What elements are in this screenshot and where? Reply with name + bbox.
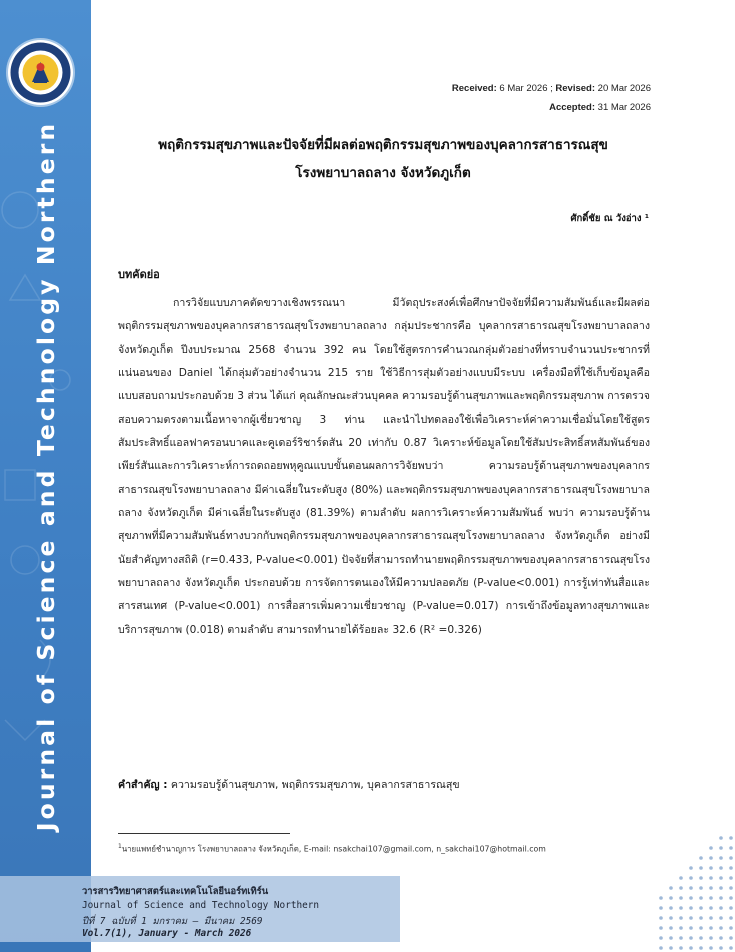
pattern-dot xyxy=(719,886,723,890)
pattern-dot xyxy=(679,906,683,910)
pattern-dot xyxy=(689,886,693,890)
paper-title-line1: พฤติกรรมสุขภาพและปัจจัยที่มีผลต่อพฤติกรรมสุขภาพของบุคลากรสาธารณสุข xyxy=(158,137,608,153)
received-value: 6 Mar 2026 xyxy=(499,83,548,94)
pattern-dot xyxy=(719,896,723,900)
pattern-dot xyxy=(679,876,683,880)
footer-issue-english: Vol.7(1), January - March 2026 xyxy=(82,928,252,939)
pattern-dot xyxy=(709,876,713,880)
pattern-dot xyxy=(699,906,703,910)
pattern-dot xyxy=(659,916,663,920)
pattern-dot xyxy=(709,846,713,850)
pattern-dot xyxy=(709,886,713,890)
pattern-dot xyxy=(719,936,723,940)
pattern-dot xyxy=(669,896,673,900)
pattern-dot xyxy=(679,936,683,940)
pattern-dot xyxy=(669,906,673,910)
pattern-dot xyxy=(659,906,663,910)
pattern-dot xyxy=(729,846,733,850)
pattern-dot xyxy=(679,946,683,950)
keywords-label: คำสำคัญ : xyxy=(118,779,168,791)
pattern-dot xyxy=(729,926,733,930)
revised-label: Revised: xyxy=(555,83,596,94)
pattern-dot xyxy=(689,916,693,920)
pattern-dot xyxy=(729,866,733,870)
pattern-dot xyxy=(729,936,733,940)
pattern-dot xyxy=(669,916,673,920)
pattern-dot xyxy=(729,946,733,950)
pattern-dot xyxy=(699,946,703,950)
pattern-dot xyxy=(699,876,703,880)
abstract-paragraph: การวิจัยแบบภาคตัดขวางเชิงพรรณนา มีวัตถุประสงค์เพื่อศึกษาปัจจัยที่มีความสัมพันธ์และมีผลต่อพฤติกรรมสุขภาพของบุคลากรสาธารณสุขโรงพยาบาลถลาง กลุ่มประชากรคือ บุคลากรสาธารณสุขโรงพยาบาลถลาง จังหวัดภูเก็ต ปีงบประมาณ 2568 จำนวน 392 คน โดยใช้สูตรการคำนวณกลุ่มตัวอย่างที่ทราบจำนวนประชากรที่แน่นอนของ Daniel ได้กลุ่มตัวอย่างจำนวน 215 ราย ใช้วิธีการสุ่มตัวอย่างแบบมีระบบ เครื่องมือที่ใช้เก็บข้อมูลคือ แบบสอบถามประกอบด้วย 3 ส่วน ได้แก่ คุณลักษณะส่วนบุคคล ความรอบรู้ด้านสุขภาพและพฤติกรรมสุขภาพ การตรวจสอบความตรงตามเนื้อหาจากผู้เชี่ยวชาญ 3 ท่าน และนำไปทดลองใช้เพื่อวิเคราะห์ค่าความเชื่อมั่นโดยใช้สูตรสัมประสิทธิ์แอลฟาครอนบาคและคูเดอร์ริชาร์ดสัน 20 เท่ากับ 0.87 วิเคราะห์ข้อมูลโดยใช้สัมประสิทธิ์สหสัมพันธ์ของเพียร์สันและการวิเคราะห์การถดถอยพหุคูณแบบขั้นตอนผลการวิจัยพบว่า ความรอบรู้ด้านสุขภาพของบุคลากรสาธารณสุขโรงพยาบาลถลาง มีค่าเฉลี่ยในระดับสูง (80%) และพฤติกรรมสุขภาพของบุคลากรสาธารณสุขโรงพยาบาลถลาง จังหวัดภูเก็ต มีค่าเฉลี่ยในระดับสูง (81.39%) ตามลำดับ ผลการวิเคราะห์ความสัมพันธ์ พบว่า ความรอบรู้ด้านสุขภาพที่มีความสัมพันธ์ทางบวกกับพฤติกรรมสุขภาพของบุคลากรสาธารณสุขโรงพยาบาลถลาง จังหวัดภูเก็ต อย่างมีนัยสำคัญทางสถิติ (r=0.433, P-value<0.001) ปัจจัยที่สามารถทำนายพฤติกรรมสุขภาพของบุคลากรสาธารณสุขโรงพยาบาลถลาง จังหวัดภูเก็ต ประกอบด้วย การจัดการตนเองให้มีความปลอดภัย (P-value<0.001) การรู้เท่าทันสื่อและสารสนเทศ (P-value<0.001) การสื่อสารเพิ่มความเชี่ยวชาญ (P-value=0.017) การเข้าถึงข้อมูลทางสุขภาพและบริการสุขภาพ (0.018) ตามลำดับ สามารถทำนายได้ร้อยละ 32.6 (R² =0.326) xyxy=(118,297,650,636)
footnote-text: นายแพทย์ชำนาญการ โรงพยาบาลถลาง จังหวัดภูเก็ต, E-mail: nsakchai107@gmail.com, n_sakchai107@hotmail.com xyxy=(121,844,546,854)
journal-footer xyxy=(0,876,400,942)
abstract-heading: บทคัดย่อ xyxy=(118,268,160,281)
journal-sidebar xyxy=(0,0,91,952)
pattern-dot xyxy=(729,906,733,910)
footer-journal-english: Journal of Science and Technology Northern xyxy=(82,900,320,911)
author-name: ศักดิ์ชัย ณ วังอ่าง ¹ xyxy=(570,213,649,224)
footer-journal-thai: วารสารวิทยาศาสตร์และเทคโนโลยีนอร์ทเทิร์น xyxy=(82,886,269,897)
pattern-dot xyxy=(729,856,733,860)
dot-pattern-icon xyxy=(655,832,735,952)
pattern-dot xyxy=(699,856,703,860)
pattern-dot xyxy=(719,866,723,870)
pattern-dot xyxy=(719,946,723,950)
pattern-dot xyxy=(679,896,683,900)
accepted-date xyxy=(549,102,651,113)
received-revised-dates: Received: 6 Mar 2026 ; Revised: 20 Mar 2026 xyxy=(451,83,651,94)
keywords-value: ความรอบรู้ด้านสุขภาพ, พฤติกรรมสุขภาพ, บุคลากรสาธารณสุข xyxy=(170,779,460,791)
revised-value: 20 Mar 2026 xyxy=(597,83,651,94)
pattern-dot xyxy=(719,846,723,850)
pattern-dot xyxy=(699,866,703,870)
pattern-dot xyxy=(689,896,693,900)
pattern-dot xyxy=(669,946,673,950)
pattern-dot xyxy=(679,916,683,920)
pattern-dot xyxy=(709,856,713,860)
pattern-dot xyxy=(719,916,723,920)
pattern-dot xyxy=(719,836,723,840)
pattern-dot xyxy=(659,896,663,900)
pattern-dot xyxy=(689,926,693,930)
pattern-dot xyxy=(719,856,723,860)
pattern-dot xyxy=(659,926,663,930)
pattern-dot xyxy=(719,926,723,930)
keywords xyxy=(118,776,460,793)
accepted-value: 31 Mar 2026 xyxy=(597,102,651,113)
pattern-dot xyxy=(689,906,693,910)
pattern-dot xyxy=(709,946,713,950)
sidebar-journal-name: Journal of Science and Technology Northern xyxy=(32,120,60,832)
paper-title-line2: โรงพยาบาลถลาง จังหวัดภูเก็ต xyxy=(295,165,471,181)
pattern-dot xyxy=(699,896,703,900)
pattern-dot xyxy=(719,906,723,910)
journal-seal-icon xyxy=(8,40,73,105)
pattern-dot xyxy=(679,886,683,890)
pattern-dot xyxy=(729,896,733,900)
pattern-dot xyxy=(669,886,673,890)
pattern-dot xyxy=(709,926,713,930)
pattern-dot xyxy=(699,886,703,890)
pattern-dot xyxy=(659,936,663,940)
pattern-dot xyxy=(729,876,733,880)
pattern-dot xyxy=(679,926,683,930)
pattern-dot xyxy=(729,916,733,920)
pattern-dot xyxy=(689,866,693,870)
pattern-dot xyxy=(699,936,703,940)
pattern-dot xyxy=(709,866,713,870)
pattern-dot xyxy=(669,926,673,930)
pattern-dot xyxy=(699,916,703,920)
abstract-body xyxy=(118,292,650,642)
author-footnote xyxy=(118,843,546,856)
pattern-dot xyxy=(689,936,693,940)
pattern-dot xyxy=(689,946,693,950)
pattern-dot xyxy=(709,906,713,910)
pattern-dot xyxy=(709,916,713,920)
accepted-label: Accepted: xyxy=(549,102,596,113)
footnote-mark: 1 xyxy=(118,843,122,850)
pattern-dot xyxy=(729,836,733,840)
pattern-dot xyxy=(729,886,733,890)
pattern-dot xyxy=(709,896,713,900)
pattern-dot xyxy=(719,876,723,880)
footer-issue-thai: ปีที่ 7 ฉบับที่ 1 มกราคม – มีนาคม 2569 xyxy=(82,916,263,927)
footnote-divider xyxy=(118,833,290,834)
pattern-dot xyxy=(669,936,673,940)
received-label: Received: xyxy=(451,83,497,94)
pattern-dot xyxy=(689,876,693,880)
pattern-dot xyxy=(659,946,663,950)
pattern-dot xyxy=(699,926,703,930)
pattern-dot xyxy=(709,936,713,940)
journal-logo xyxy=(8,40,73,105)
